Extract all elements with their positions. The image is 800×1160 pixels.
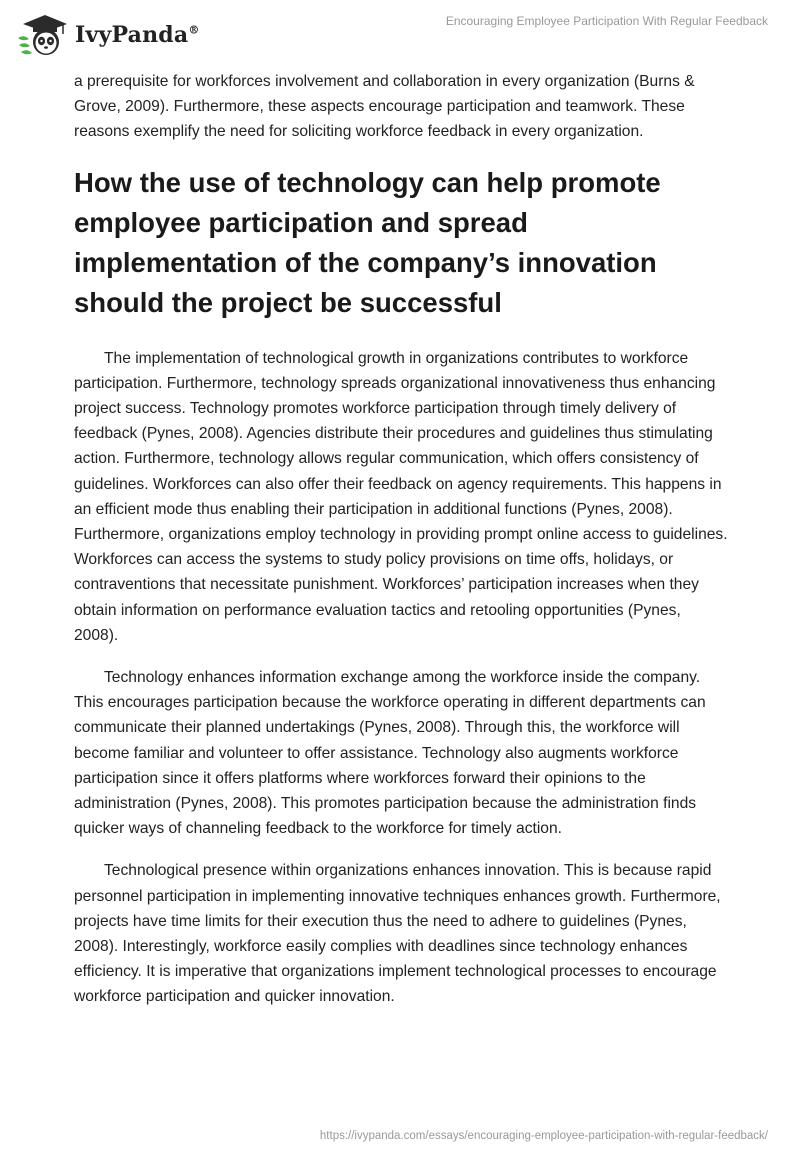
document-title: Encouraging Employee Participation With Regular Feedback (445, 14, 768, 28)
source-url[interactable]: https://ivypanda.com/essays/encouraging-employee-participation-with-regular-feedback/ (319, 1130, 768, 1142)
body-paragraph: Technological presence within organizations enhances innovation. This is because rapid personnel participation in implementing innovative techniques enhances growth. Furthermore, projects have time limits for their execution thus the need to adhere to guidelines (Pynes, 2008). Interestingly, workforce easily complies with deadlines since technology enhances efficiency. It is imperative that organizations implement technological processes to encourage workforce participation and quicker innovation. (74, 862, 721, 1006)
essay-content (74, 69, 728, 1027)
ivypanda-logo[interactable] (15, 12, 200, 58)
page-header (0, 0, 800, 70)
registered-mark: ® (188, 23, 200, 37)
section-heading: How the use of technology can help promote employee participation and spread implementation of the company’s innovation should the project be successful (74, 166, 661, 318)
body-paragraph: The implementation of technological growth in organizations contributes to workforce participation. Furthermore, technology spreads organizational innovativeness thus enhancing project success. Technology promotes workforce participation through timely delivery of feedback (Pynes, 2008). Agencies distribute their procedures and guidelines thus stimulating action. Furthermore, technology allows regular communication, which offers consistency of guidelines. Workforces can also offer their feedback on agency requirements. This happens in an efficient mode thus enabling their participation in additional functions (Pynes, 2008). Furthermore, organizations employ technology in providing prompt online access to guidelines. Workforces can access the systems to study policy provisions on time offs, holidays, or contraventions that necessitate punishment. Workforces’ participation increases when they obtain information on performance evaluation tactics and retooling opportunities (Pynes, 2008). (74, 349, 728, 644)
brand-name: IvyPanda (75, 22, 189, 48)
intro-paragraph: a prerequisite for workforces involvement and collaboration in every organization (Burns & Grove, 2009). Furthermore, these aspects encourage participation and teamwork. These reasons exemplify the need for soliciting workforce feedback in every organization. (74, 73, 695, 141)
body-paragraph: Technology enhances information exchange among the workforce inside the company. This encourages participation because the workforce operating in different departments can communicate their planned undertakings (Pynes, 2008). Through this, the workforce will become familiar and volunteer to offer assistance. Technology also augments workforce participation since it offers platforms where workforces forward their opinions to the administration (Pynes, 2008). This promotes participation because the administration finds quicker ways of channeling feedback to the workforce for timely action. (74, 669, 706, 838)
panda-logo-icon (15, 12, 71, 58)
